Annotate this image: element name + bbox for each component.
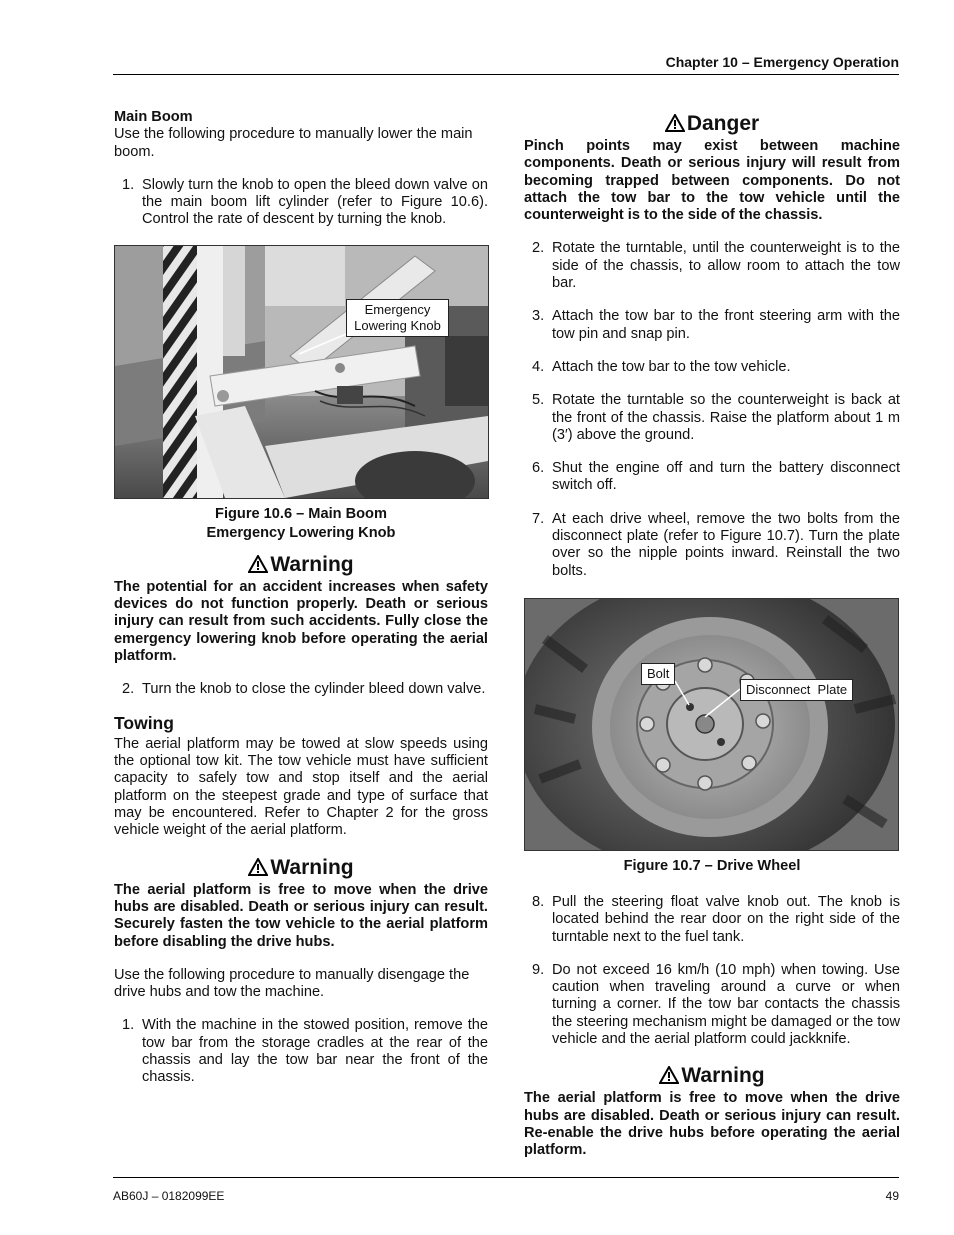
step-number: 8. (532, 893, 545, 910)
list-item (524, 460, 900, 495)
towing-heading: Towing (114, 712, 174, 733)
list-item (524, 308, 900, 343)
left-column (114, 109, 488, 1103)
step-text: Shut the engine off and turn the battery disconnect switch off. (552, 460, 900, 494)
warning-icon (248, 555, 268, 573)
warning-heading (114, 553, 488, 577)
main-boom-intro: Use the following procedure to manually lower the main boom. (114, 126, 473, 160)
step-number: 6. (532, 460, 545, 477)
page-number: 49 (885, 1189, 899, 1203)
warning-text: The potential for an accident increases when safety devices do not function properly. Death or serious injury can result from such accidents. Fully close the emergency lowering knob before operating the aerial platform. (114, 578, 488, 664)
figure-main-boom-photo (114, 245, 489, 499)
step-text: Do not exceed 16 km/h (10 mph) when towing. Use caution when traveling around a curve or when turning a corner. If the tow bar contacts the chassis the steering mechanism might be damaged or the tow vehicle and the aerial platform could jackknife. (552, 961, 901, 1048)
warning-icon (248, 858, 268, 876)
drive-wheel-photo (525, 599, 898, 850)
step-number: 5. (532, 392, 545, 409)
step-number: 2. (122, 681, 135, 698)
caption-line: Emergency Lowering Knob (206, 524, 396, 541)
list-item (114, 1017, 488, 1086)
step-number: 7. (532, 510, 545, 527)
step-number: 9. (532, 961, 545, 978)
callout-emergency-lowering-knob: Emergency Lowering Knob (346, 299, 449, 337)
chapter-title: Chapter 10 – Emergency Operation (665, 54, 899, 70)
caption-line: Figure 10.6 – Main Boom (215, 505, 387, 522)
step-text: With the machine in the stowed position, remove the tow bar from the storage cradles at the rear of the chassis and lay the tow bar near the front of the chassis. (142, 1017, 488, 1086)
warning-icon (659, 1066, 679, 1084)
document-id: AB60J – 0182099EE (113, 1189, 225, 1203)
step-list (524, 240, 900, 579)
step-text: Attach the tow bar to the tow vehicle. (552, 358, 791, 375)
tow-procedure-intro: Use the following procedure to manually disengage the drive hubs and tow the machine. (114, 966, 470, 1001)
list-item (114, 177, 488, 229)
step-text: Rotate the turntable so the counterweight is back at the front of the chassis. Raise the platform about 1 m (3′) above the ground. (552, 392, 900, 443)
danger-title: Danger (686, 112, 760, 135)
warning-text: The aerial platform is free to move when the drive hubs are disabled. Death or serious injury can result. Re-enable the drive hubs before operating the aerial platform. (524, 1090, 900, 1159)
warning-heading (524, 1064, 900, 1088)
list-item (524, 359, 900, 376)
main-boom-heading: Main Boom (114, 109, 193, 125)
step-number: 2. (532, 240, 545, 257)
figure-drive-wheel-photo (524, 598, 899, 851)
step-number: 4. (532, 358, 545, 375)
towing-intro: The aerial platform may be towed at slow speeds using the optional tow kit. The tow vehicle must have sufficient capacity to safely tow and stop itself and the aerial platform on the steepest grade and type of surface that may be encountered. Refer to Chapter 2 for the gross vehicle weight of the aerial platform. (114, 735, 488, 839)
warning-title: Warning (270, 552, 354, 576)
list-item (524, 894, 900, 946)
warning-heading (114, 856, 488, 880)
step-text: At each drive wheel, remove the two bolts from the disconnect plate (refer to Figure 10.7). Turn the plate over so the nipple points inward. Reinstall the two bolts. (552, 510, 900, 579)
callout-disconnect-plate: Disconnect Plate (740, 679, 853, 701)
list-item (524, 511, 900, 580)
step-text: Slowly turn the knob to open the bleed down valve on the main boom lift cylinder (refer to Figure 10.6). Control the rate of descent by turning the knob. (142, 176, 488, 228)
page-header (113, 54, 899, 75)
right-column (524, 112, 900, 1176)
step-number: 1. (122, 1017, 135, 1034)
list-item (114, 681, 488, 698)
step-text: Pull the steering float valve knob out. The knob is located behind the rear door on the right side of the turntable next to the fuel tank. (552, 893, 900, 945)
danger-heading (524, 112, 900, 136)
figure-10-6-caption (114, 505, 488, 543)
callout-bolt: Bolt (641, 663, 675, 685)
danger-icon (665, 114, 685, 132)
warning-title: Warning (270, 855, 354, 879)
danger-text: Pinch points may exist between machine components. Death or serious injury will result from becoming trapped between components. Do not attach the tow bar to the tow vehicle until the counterweight is to the side of the chassis. (524, 138, 900, 224)
main-boom-photo (115, 246, 488, 498)
page-footer (113, 1177, 899, 1203)
list-item (524, 392, 900, 444)
warning-title: Warning (681, 1064, 765, 1088)
step-number: 3. (532, 308, 545, 325)
step-text: Attach the tow bar to the front steering arm with the tow pin and snap pin. (552, 308, 900, 342)
step-text: Turn the knob to close the cylinder bleed down valve. (142, 681, 486, 698)
figure-10-7-caption: Figure 10.7 – Drive Wheel (623, 857, 801, 874)
step-text: Rotate the turntable, until the counterweight is to the side of the chassis, to allow room to attach the tow bar. (552, 240, 900, 292)
list-item (524, 240, 900, 292)
step-number: 1. (122, 176, 135, 193)
warning-text: The aerial platform is free to move when the drive hubs are disabled. Death or serious injury can result. Securely fasten the tow vehicle to the aerial platform before disabling the drive hubs. (114, 881, 488, 950)
list-item (524, 962, 900, 1048)
